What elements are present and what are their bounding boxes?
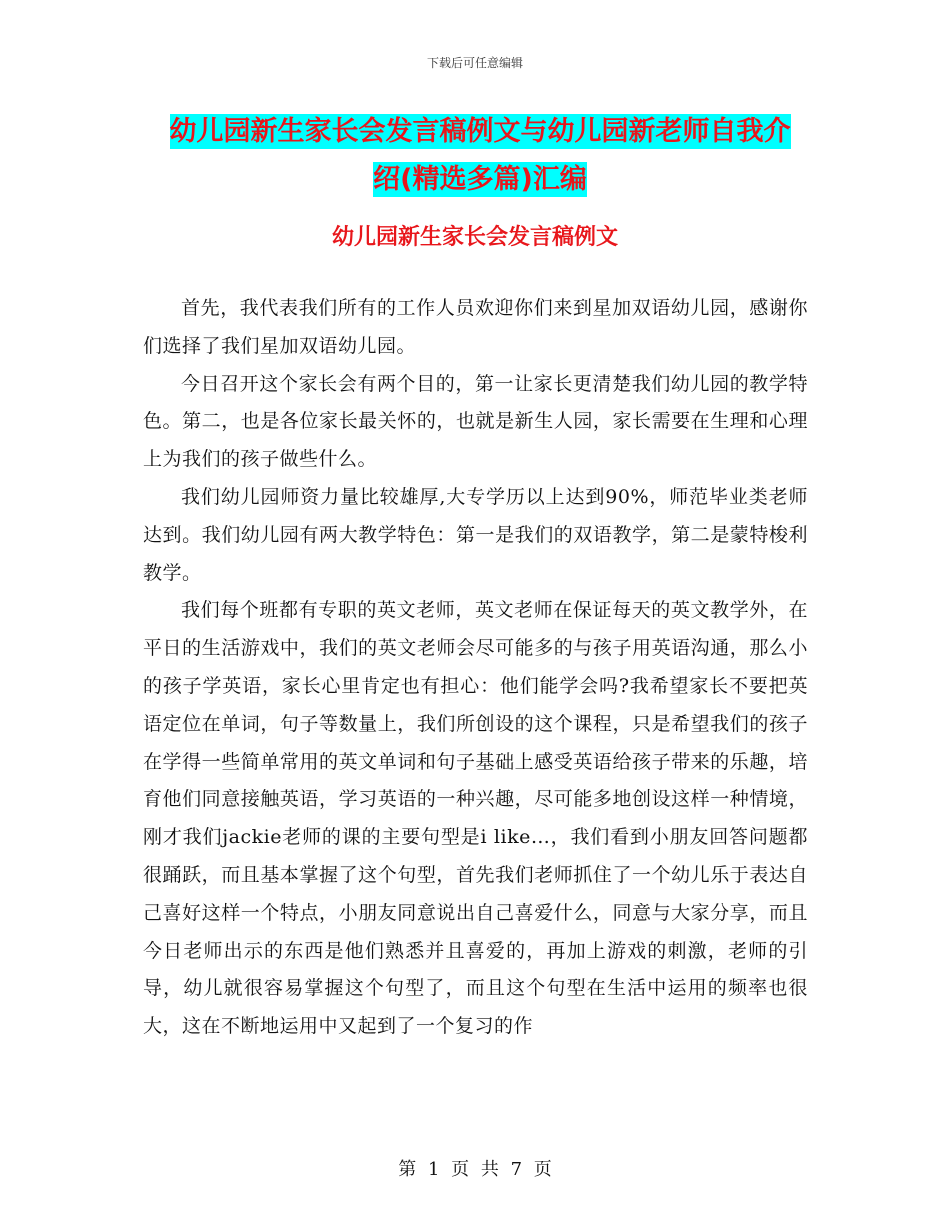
paragraph: 我们幼儿园师资力量比较雄厚,大专学历以上达到90%，师范毕业类老师达到。我们幼儿园有两大教学特色：第一是我们的双语教学，第二是蒙特梭利教学。 — [143, 485, 808, 584]
document-title — [140, 108, 820, 204]
document-title-line-1: 幼儿园新生家长会发言稿例文与幼儿园新老师自我介 — [169, 116, 791, 147]
header-note: 下载后可任意编辑 — [426, 56, 523, 70]
document-title-line-2: 绍(精选多篇)汇编 — [373, 164, 587, 195]
paragraph: 今日召开这个家长会有两个目的，第一让家长更清楚我们幼儿园的教学特色。第二，也是各位家长最关怀的，也就是新生人园，家长需要在生理和心理上为我们的孩子做些什么。 — [143, 372, 808, 471]
body-text — [143, 290, 808, 1046]
section-title: 幼儿园新生家长会发言稿例文 — [331, 225, 618, 250]
page-indicator: 第 1 页 共 7 页 — [398, 1159, 552, 1180]
paragraph: 我们每个班都有专职的英文老师，英文老师在保证每天的英文教学外，在平日的生活游戏中，我们的英文老师会尽可能多的与孩子用英语沟通，那么小的孩子学英语，家长心里肯定也有担心：他们能学会吗?我希望家长不要把英语定位在单词，句子等数量上，我们所创设的这个课程，只是希望我们的孩子在学得一些简单常用的英文单词和句子基础上感受英语给孩子带来的乐趣，培育他们同意接触英语，学习英语的一种兴趣，尽可能多地创设这样一种情境，刚才我们jackie老师的课的主要句型是i like…，我们看到小朋友回答问题都很踊跃，而且基本掌握了这个句型，首先我们老师抓住了一个幼儿乐于表达自己喜好这样一个特点，小朋友同意说出自己喜爱什么，同意与大家分享，而且今日老师出示的东西是他们熟悉并且喜爱的，再加上游戏的刺激，老师的引导，幼儿就很容易掌握这个句型了，而且这个句型在生活中运用的频率也很大，这在不断地运用中又起到了一个复习的作 — [143, 599, 808, 1038]
paragraph: 首先，我代表我们所有的工作人员欢迎你们来到星加双语幼儿园，感谢你们选择了我们星加双语幼儿园。 — [143, 297, 808, 357]
